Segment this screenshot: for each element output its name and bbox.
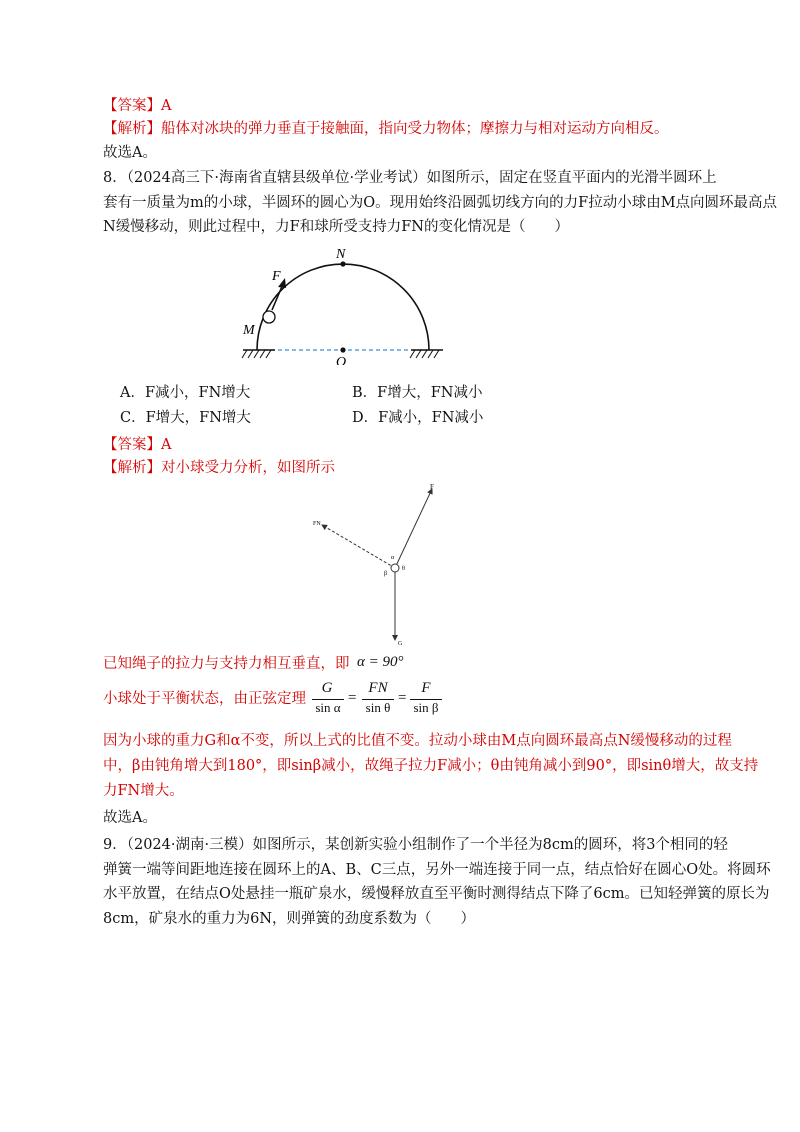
- q9-stem-line4: 8cm，矿泉水的重力为6N，则弹簧的劲度系数为（ ）: [103, 911, 476, 927]
- force-label-F: F: [430, 483, 434, 491]
- q8-conclusion: 故选A。: [103, 810, 157, 826]
- q8-answer: 【答案】A: [103, 437, 172, 453]
- q8-option-a: A．F减小，FN增大: [120, 385, 251, 401]
- q8-option-c: C．F增大，FN增大: [120, 410, 251, 426]
- q9-stem-line2: 弹簧一端等间距地连接在圆环上的A、B、C三点，另外一端连接于同一点，结点恰好在圆心O处。将圆环: [103, 862, 771, 878]
- q7-conclusion: 故选A。: [103, 145, 157, 161]
- step3-line3: 力FN增大。: [103, 783, 184, 799]
- step2-text: 小球处于平衡状态，由正弦定理: [103, 691, 306, 707]
- label-O: O: [336, 355, 347, 365]
- q9-stem-line1: 9．（2024·湖南·三模）如图所示，某创新实验小组制作了一个半径为8cm的圆环，将3个相同的轻: [103, 837, 728, 853]
- step1-text: 已知绳子的拉力与支持力相互垂直，即: [103, 656, 350, 672]
- angle-alpha: α: [391, 555, 395, 561]
- q8-analysis: 【解析】对小球受力分析，如图所示: [103, 460, 335, 476]
- q8-stem-line2: 套有一质量为m的小球，半圆环的圆心为O。现用始终沿圆弧切线方向的力F拉动小球由M点向圆环最高点: [103, 195, 778, 211]
- step3-line2: 中，β由钝角增大到180°，即sinβ减小，故绳子拉力F减小；θ由钝角减小到90°，即sinθ增大，故支持: [103, 758, 759, 774]
- q8-option-b: B．F增大，FN减小: [352, 385, 483, 401]
- q9-stem-line3: 水平放置，在结点O处悬挂一瓶矿泉水，缓慢释放直至平衡时测得结点下降了6cm。已知轻弹簧的原长为: [103, 886, 770, 902]
- sine-law-formula: G sin α = FN sin θ = F sin β: [312, 680, 442, 720]
- label-F: F: [272, 269, 281, 284]
- q8-stem-line3: N缓慢移动，则此过程中，力F和球所受支持力FN的变化情况是（ ）: [103, 219, 569, 235]
- force-label-FN: FN: [313, 521, 321, 527]
- step1-formula: α = 90°: [357, 654, 404, 670]
- force-diagram: [300, 475, 450, 650]
- q8-stem-line1: 8．（2024高三下·海南省直辖县级单位·学业考试）如图所示，固定在竖直平面内的光滑半圆环上: [103, 170, 717, 186]
- angle-beta: β: [384, 571, 388, 577]
- q7-answer: 【答案】A: [103, 98, 172, 114]
- angle-theta: θ: [402, 566, 405, 572]
- label-N: N: [336, 247, 346, 262]
- step3-line1: 因为小球的重力G和α不变，所以上式的比值不变。拉动小球由M点向圆环最高点N缓慢移动的过程: [103, 733, 732, 749]
- force-label-G: G: [398, 641, 403, 647]
- q8-option-d: D．F减小，FN减小: [352, 410, 484, 426]
- label-M: M: [243, 323, 255, 338]
- q7-analysis: 【解析】船体对冰块的弹力垂直于接触面，指向受力物体；摩擦力与相对运动方向相反。: [103, 121, 669, 137]
- q8-semicircle-figure: [235, 240, 445, 365]
